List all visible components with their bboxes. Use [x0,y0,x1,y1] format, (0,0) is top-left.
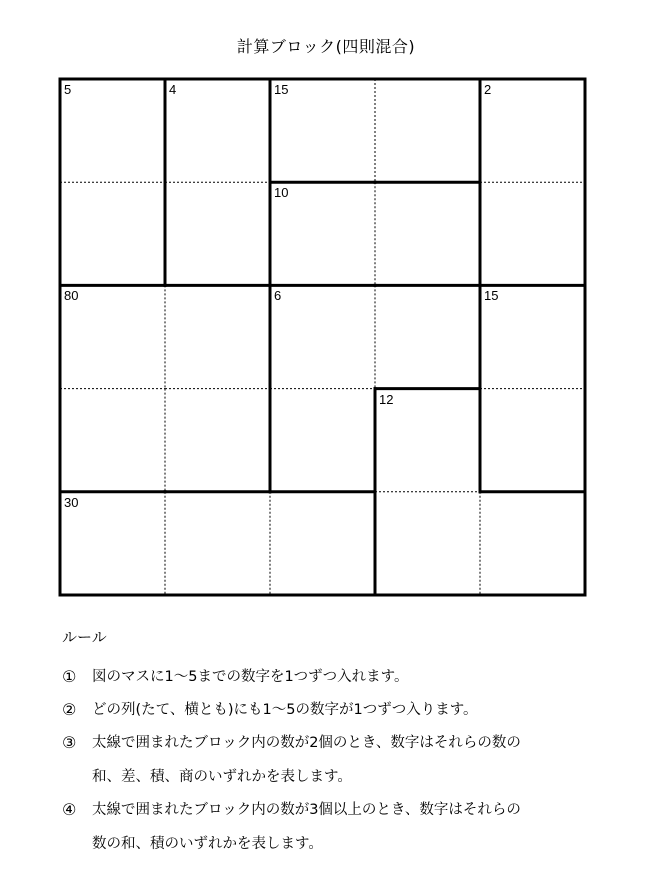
puzzle-grid [60,79,585,595]
cage-clue: 15 [274,82,289,97]
cage-clue: 4 [169,82,177,97]
cage-clue: 15 [484,288,499,304]
rule-2 [62,700,622,720]
puzzle-title: 計算ブロック(四則混合) [236,37,416,56]
rule-number: ① [62,667,77,686]
rule-number: ③ [62,733,77,752]
cage-clue: 30 [64,494,79,510]
grid-lines [60,79,585,595]
rule-number: ④ [62,800,77,819]
cage-clue: 5 [64,82,72,97]
rule-3 [62,733,622,787]
rule-number: ② [62,700,77,719]
rule-text-continued: 数の和、積のいずれかを表します。 [92,836,323,852]
cage-clue: 12 [379,391,394,407]
rule-text: 図のマスに1～5までの数字を1つずつ入れます。 [92,669,409,685]
rule-text: 太線で囲まれたブロック内の数が3個以上のとき、数字はそれらの [92,802,521,818]
rule-text-continued: 和、差、積、商のいずれかを表します。 [92,769,352,785]
cage-clue: 10 [274,185,289,201]
rule-text: 太線で囲まれたブロック内の数が2個のとき、数字はそれらの数の [92,735,521,751]
rule-text: どの列(たて、横とも)にも1～5の数字が1つずつ入ります。 [92,702,478,718]
cage-clue: 6 [274,288,282,304]
cage-clue: 80 [64,288,79,304]
rule-1 [62,667,622,687]
rules-section [62,626,622,867]
cage-clue: 2 [484,82,492,97]
rule-4 [62,800,622,854]
rules-title: ルール [62,628,107,646]
